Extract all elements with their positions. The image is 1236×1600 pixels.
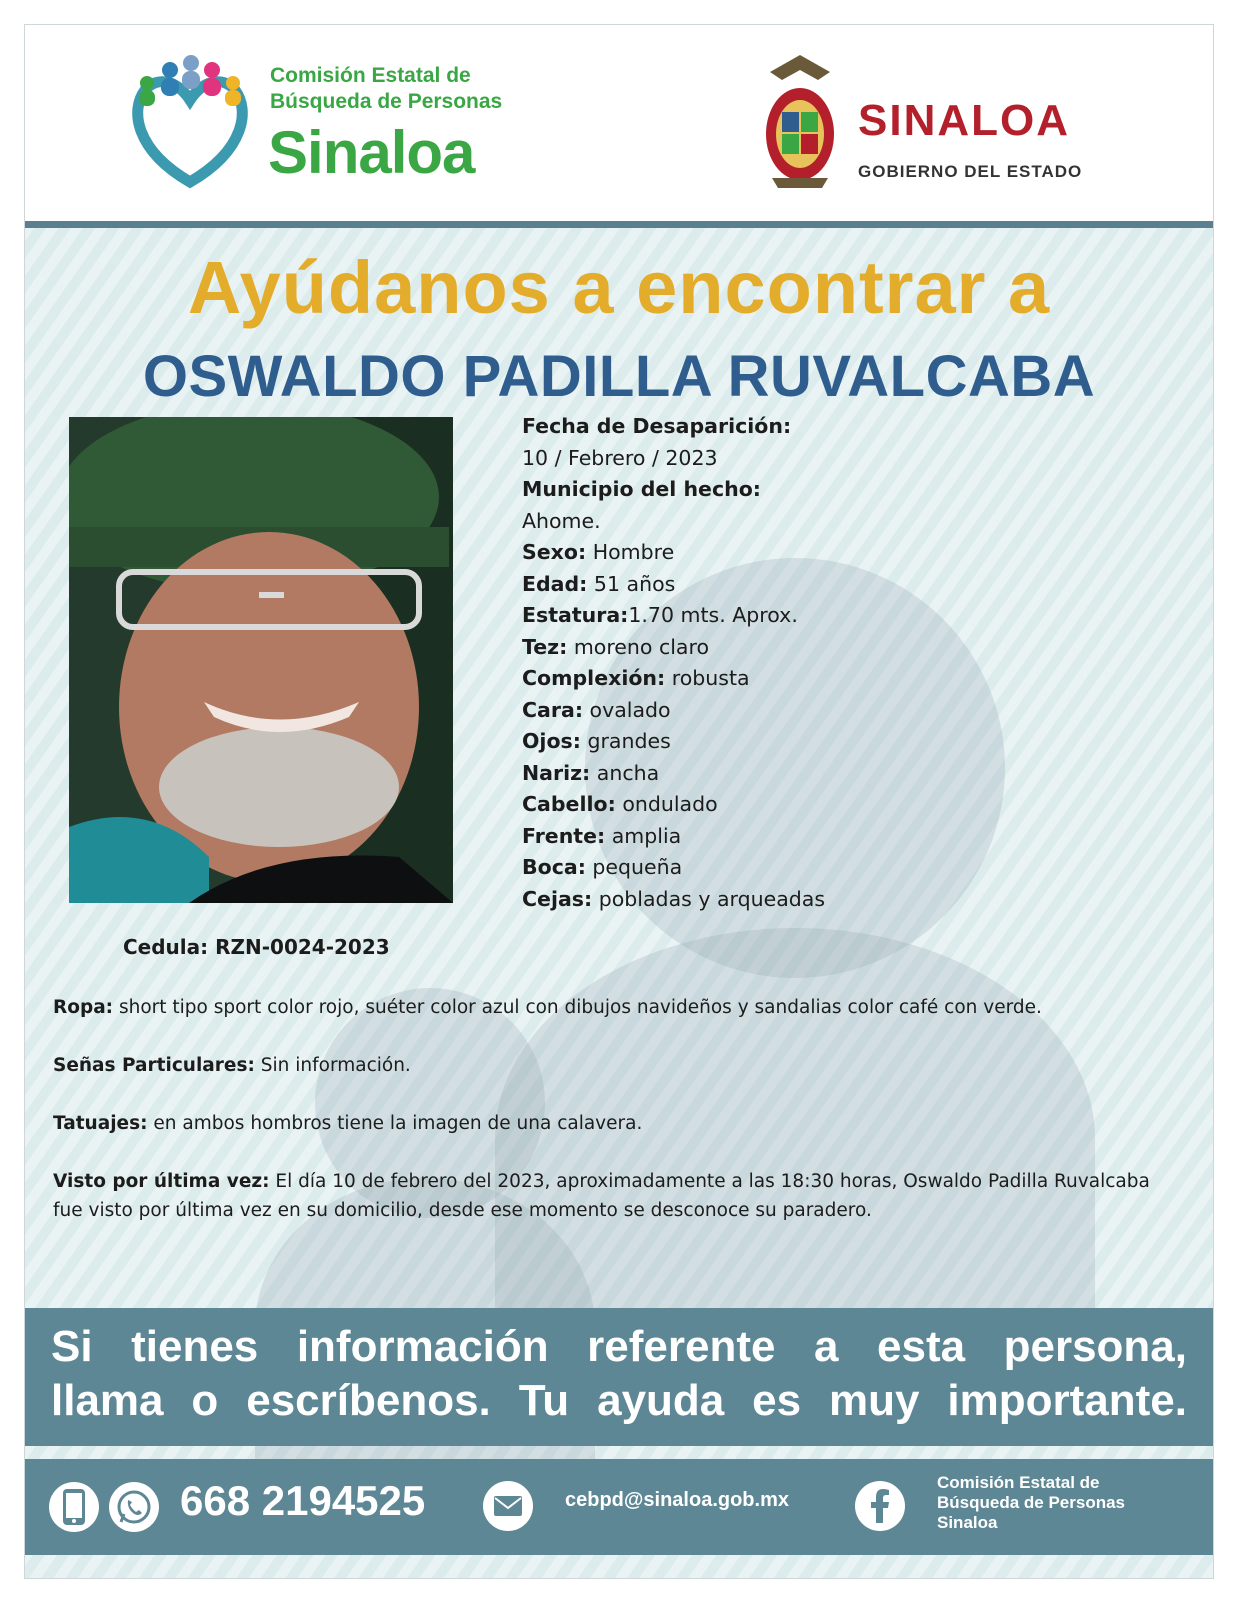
- cedula-id: Cedula: RZN-0024-2023: [123, 935, 390, 959]
- detail-line: [522, 600, 1042, 632]
- clothing-label: Ropa:: [53, 997, 114, 1018]
- last-seen-label: Visto por última vez:: [53, 1171, 270, 1192]
- detail-label: Complexión:: [522, 666, 666, 690]
- detail-line: [522, 632, 1042, 664]
- header-divider: [25, 221, 1213, 228]
- detail-line: [522, 506, 1042, 538]
- person-details: [522, 411, 1042, 915]
- detail-line: [522, 726, 1042, 758]
- call-to-action-text: [51, 1320, 1187, 1428]
- detail-line: [522, 443, 1042, 475]
- particular-signs-paragraph: [53, 1051, 1183, 1080]
- last-seen-text: El día 10 de febrero del 2023, aproximadamente a las 18:30 horas, Oswaldo Padilla Ruvalcaba fue visto por última vez en su domicilio, desde ese momento se desconoce su paradero.: [53, 1171, 1150, 1221]
- detail-line: [522, 789, 1042, 821]
- person-name: OSWALDO PADILLA RUVALCABA: [142, 344, 1096, 409]
- missing-person-flyer: [24, 24, 1214, 1579]
- government-title: SINALOA: [858, 96, 1070, 145]
- detail-label: Fecha de Desaparición:: [522, 414, 792, 438]
- detail-value: grandes: [580, 729, 671, 753]
- detail-line: [522, 537, 1042, 569]
- tattoos-label: Tatuajes:: [53, 1113, 148, 1134]
- detail-line: [522, 758, 1042, 790]
- detail-line: [522, 821, 1042, 853]
- detail-line: [522, 663, 1042, 695]
- detail-line: [522, 474, 1042, 506]
- particular-signs-text: Sin información.: [254, 1055, 411, 1076]
- commission-logo: [125, 50, 505, 200]
- contact-email[interactable]: cebpd@sinaloa.gob.mx: [565, 1489, 789, 1511]
- detail-value: 1.70 mts. Aprox.: [628, 603, 798, 627]
- detail-label: Ojos:: [522, 729, 581, 753]
- cta-line2: llama o escríbenos. Tu ayuda es muy importante.: [51, 1376, 1187, 1425]
- detail-value: ovalado: [583, 697, 671, 722]
- commission-name-line2: Búsqueda de Personas: [270, 90, 503, 113]
- detail-label: Estatura:: [522, 603, 629, 627]
- detail-label: Tez:: [522, 634, 568, 659]
- detail-line: [522, 852, 1042, 884]
- detail-value: ancha: [590, 760, 660, 785]
- detail-value: Ahome.: [522, 508, 601, 533]
- facebook-icon: [855, 1481, 905, 1531]
- detail-line: [522, 884, 1042, 916]
- particular-signs-label: Señas Particulares:: [53, 1055, 255, 1076]
- detail-line: [522, 569, 1042, 601]
- clothing-paragraph: [53, 993, 1183, 1022]
- whatsapp-icon: [109, 1482, 159, 1532]
- facebook-page-line3: Sinaloa: [937, 1513, 998, 1532]
- detail-label: Cabello:: [522, 792, 616, 816]
- detail-value: Hombre: [586, 540, 675, 564]
- detail-value: ondulado: [615, 792, 718, 816]
- person-photo-placeholder: [69, 417, 453, 903]
- detail-label: Boca:: [522, 855, 586, 879]
- detail-label: Cejas:: [522, 886, 593, 911]
- cta-line1: Si tienes información referente a esta persona,: [51, 1322, 1187, 1371]
- mobile-phone-icon: [49, 1482, 99, 1532]
- detail-value: 10 / Febrero / 2023: [522, 445, 718, 470]
- contact-phone[interactable]: 668 2194525: [180, 1477, 426, 1524]
- detail-line: [522, 411, 1042, 443]
- last-seen-paragraph: [53, 1167, 1183, 1225]
- detail-value: pequeña: [585, 855, 683, 879]
- header: [25, 25, 1213, 221]
- detail-label: Municipio del hecho:: [522, 477, 761, 501]
- detail-value: robusta: [665, 666, 750, 690]
- tattoos-paragraph: [53, 1109, 1183, 1138]
- commission-name-line3: Sinaloa: [268, 119, 475, 186]
- detail-line: [522, 695, 1042, 727]
- state-government-logo: [760, 50, 1120, 200]
- state-seal-icon: [760, 50, 840, 190]
- detail-label: Frente:: [522, 823, 606, 848]
- detail-value: moreno claro: [567, 634, 710, 659]
- facebook-page-name[interactable]: [937, 1473, 1125, 1533]
- clothing-text: short tipo sport color rojo, suéter color azul con dibujos navideños y sandalias color café con verde.: [113, 997, 1042, 1018]
- facebook-page-line2: Búsqueda de Personas: [937, 1493, 1126, 1512]
- commission-heart-icon: [125, 50, 255, 190]
- headline: Ayúdanos a encontrar a: [187, 246, 1051, 329]
- tattoos-text: en ambos hombros tiene la imagen de una calavera.: [147, 1113, 643, 1134]
- contact-footer: [25, 1459, 1213, 1555]
- detail-label: Cara:: [522, 697, 584, 722]
- government-subtitle: GOBIERNO DEL ESTADO: [858, 162, 1083, 181]
- detail-value: pobladas y arqueadas: [592, 886, 826, 911]
- person-photo: [69, 417, 453, 903]
- detail-value: 51 años: [587, 571, 676, 596]
- call-to-action-banner: [25, 1308, 1213, 1446]
- detail-label: Edad:: [522, 571, 588, 596]
- detail-label: Nariz:: [522, 760, 591, 785]
- detail-label: Sexo:: [522, 540, 587, 564]
- commission-name-line1: Comisión Estatal de: [270, 64, 471, 87]
- detail-value: amplia: [605, 823, 682, 848]
- email-icon: [483, 1481, 533, 1531]
- facebook-page-line1: Comisión Estatal de: [937, 1473, 1100, 1492]
